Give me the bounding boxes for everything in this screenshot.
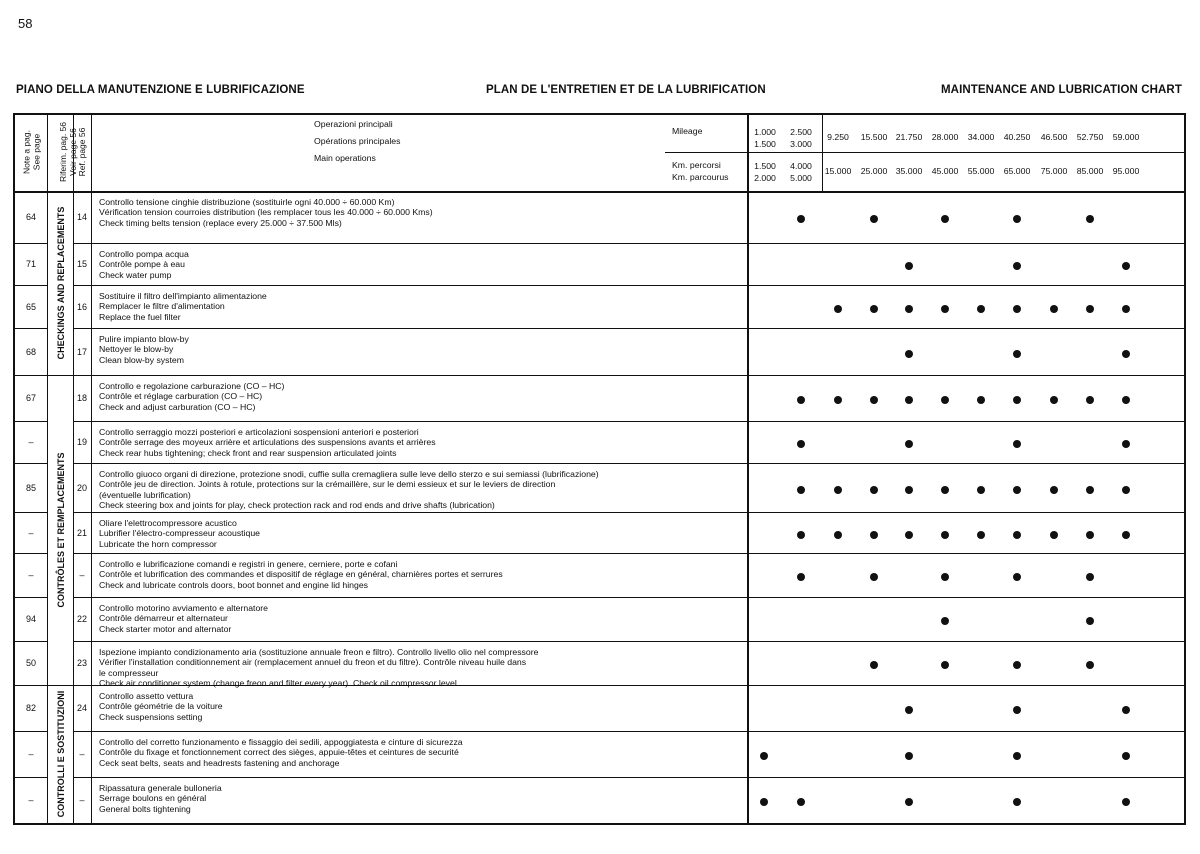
- service-mark: [1122, 486, 1130, 494]
- km-value: 75.000: [1040, 166, 1068, 176]
- km-value: 95.000: [1112, 166, 1140, 176]
- row-operation: [99, 381, 284, 412]
- operation-line: Contrôle et lubrification des commandes et dispositif de réglage en général, charnières portes et serrures: [99, 569, 503, 580]
- row-operation: [99, 334, 189, 365]
- row-rule: [13, 553, 47, 554]
- group-label: CHECKINGS AND REPLACEMENTS: [56, 206, 66, 360]
- row-ref-page: –: [79, 795, 85, 805]
- km-value: 85.000: [1076, 166, 1104, 176]
- row-rule: [13, 685, 47, 686]
- service-mark: [1086, 396, 1094, 404]
- row-operation: [99, 737, 463, 768]
- operation-line: Check and adjust carburation (CO – HC): [99, 401, 256, 412]
- service-mark: [1013, 798, 1021, 806]
- operation-line: Controllo e regolazione carburazione (CO – HC): [99, 381, 285, 391]
- group-label: CONTROLLI E SOSTITUZIONI: [56, 690, 66, 818]
- service-mark: [905, 262, 913, 270]
- service-mark: [1050, 305, 1058, 313]
- km-value: 35.000: [895, 166, 923, 176]
- operation-line: Sostituire il filtro dell'impianto alimentazione: [99, 291, 267, 301]
- service-mark: [905, 350, 913, 358]
- group-rule: [47, 375, 73, 376]
- service-mark: [905, 396, 913, 404]
- service-mark: [905, 752, 913, 760]
- row-rule: [73, 243, 1185, 244]
- row-rule: [13, 328, 47, 329]
- ops-header-line: Operazioni principali: [314, 119, 393, 129]
- service-mark: [1013, 440, 1021, 448]
- row-rule: [73, 641, 1185, 642]
- service-mark: [905, 706, 913, 714]
- operation-line: Check water pump: [99, 269, 172, 280]
- operation-line: Controllo giuoco organi di direzione, protezione snodi, cuffie sulla cremagliera sulle leve dello sterzo e sui semiassi (lubrificazione): [99, 469, 599, 479]
- operation-line: Clean blow-by system: [99, 354, 184, 365]
- row-rule: [13, 285, 47, 286]
- service-mark: [1122, 305, 1130, 313]
- row-note-page: –: [28, 437, 34, 447]
- operation-line: Check and lubricate controls doors, boot bonnet and engine lid hinges: [99, 579, 369, 590]
- operation-line: Contrôle géométrie de la voiture: [99, 701, 223, 712]
- service-mark: [1013, 661, 1021, 669]
- operation-line: Controllo serraggio mozzi posteriori e articolazioni sospensioni anteriori e posteriori: [99, 427, 419, 437]
- service-mark: [797, 573, 805, 581]
- service-mark: [1013, 305, 1021, 313]
- row-operation: [99, 291, 267, 322]
- row-rule: [73, 731, 1185, 732]
- operation-line: Check steering box and joints for play, check protection rack and rod ends and drive shafts (lubrication): [99, 500, 495, 511]
- service-mark: [977, 486, 985, 494]
- row-ref-page: 23: [76, 658, 88, 668]
- km-value: 45.000: [931, 166, 959, 176]
- row-ref-page: 22: [76, 614, 88, 624]
- service-mark: [1013, 531, 1021, 539]
- service-mark: [870, 661, 878, 669]
- km-value: 15.000: [824, 166, 852, 176]
- operation-line: Vérifier l'installation conditionnement air (remplacement annuel du freon et du filtre). Contrôle niveau huile dans: [99, 657, 527, 668]
- ref-header: Riferim. pag. 56 Voir page 56 Ref. page 56: [57, 122, 87, 182]
- row-rule: [73, 553, 1185, 554]
- operation-line: Controllo assetto vettura: [99, 691, 194, 701]
- km-label: Km. percorsi: [672, 160, 721, 170]
- km-label: Km. parcourus: [672, 172, 729, 182]
- service-mark: [797, 396, 805, 404]
- service-mark: [1050, 531, 1058, 539]
- row-ref-page: 16: [76, 301, 88, 312]
- operation-line: Pulire impianto blow-by: [99, 334, 189, 344]
- service-mark: [797, 798, 805, 806]
- operation-line: Check timing belts tension (replace every 25.000 ÷ 37.500 Mls): [99, 217, 342, 228]
- row-note-page: 68: [25, 346, 37, 357]
- marks-column-divider: [747, 113, 749, 823]
- service-mark: [1013, 350, 1021, 358]
- service-mark: [1013, 215, 1021, 223]
- row-rule: [73, 375, 1185, 376]
- service-mark: [797, 215, 805, 223]
- service-mark: [797, 531, 805, 539]
- mileage-value: 34.000: [967, 132, 995, 142]
- operation-line: Vérification tension courroies distribution (les remplacer tous les 40.000 ÷ 60.000 Kms): [99, 207, 433, 218]
- row-rule: [13, 597, 47, 598]
- mileage-value: 21.750: [895, 132, 923, 142]
- row-ref-page: 21: [76, 527, 88, 538]
- service-mark: [977, 531, 985, 539]
- row-operation: [99, 249, 189, 280]
- row-ref-page: 20: [76, 482, 88, 493]
- row-note-page: –: [28, 527, 34, 538]
- row-note-page: –: [28, 570, 34, 580]
- service-mark: [1122, 350, 1130, 358]
- service-mark: [1086, 661, 1094, 669]
- service-mark: [1086, 305, 1094, 313]
- row-operation: [99, 783, 222, 814]
- row-rule: [73, 328, 1185, 329]
- page-number: 58: [18, 16, 33, 31]
- row-operation: [99, 559, 503, 590]
- row-note-page: 65: [25, 301, 37, 312]
- service-mark: [905, 440, 913, 448]
- operation-line: Check suspensions setting: [99, 711, 203, 722]
- row-note-page: 94: [25, 614, 37, 624]
- row-rule: [13, 243, 47, 244]
- row-ref-page: 15: [76, 259, 88, 269]
- row-rule: [13, 375, 47, 376]
- row-rule: [73, 777, 1185, 778]
- operation-line: Oliare l'elettrocompressore acustico: [99, 518, 237, 528]
- row-note-page: 85: [25, 482, 37, 493]
- service-mark: [905, 531, 913, 539]
- service-mark: [1013, 486, 1021, 494]
- service-mark: [1122, 262, 1130, 270]
- operation-line: Controllo del corretto funzionamento e fissaggio dei sedili, appoggiatesta e cinture di sicurezza: [99, 737, 463, 747]
- row-ref-page: –: [79, 570, 85, 580]
- mileage-value: 46.500: [1040, 132, 1068, 142]
- ops-header-line: Opérations principales: [314, 136, 401, 146]
- mileage-value: 1.000 1.500: [754, 127, 776, 149]
- service-mark: [1086, 215, 1094, 223]
- service-mark: [977, 396, 985, 404]
- operation-line: Serrage boulons en général: [99, 793, 207, 804]
- operation-line: Replace the fuel filter: [99, 311, 181, 322]
- service-mark: [1013, 706, 1021, 714]
- title-english: MAINTENANCE AND LUBRICATION CHART: [941, 84, 1182, 96]
- service-mark: [870, 305, 878, 313]
- operation-line: Contrôle démarreur et alternateur: [99, 613, 228, 624]
- service-mark: [1013, 573, 1021, 581]
- service-mark: [1086, 486, 1094, 494]
- mileage-value: 2.500 3.000: [790, 127, 812, 149]
- operation-line: Contrôle serrage des moyeux arrière et articulations des suspensions avants et arrières: [99, 437, 436, 448]
- row-rule: [13, 641, 47, 642]
- service-mark: [1122, 440, 1130, 448]
- operation-line: Contrôle du fixage et fonctionnement correct des sièges, appuie-têtes et ceintures de securité: [99, 747, 459, 758]
- row-rule: [13, 463, 47, 464]
- service-mark: [834, 396, 842, 404]
- service-mark: [941, 617, 949, 625]
- row-rule: [73, 421, 1185, 422]
- service-mark: [870, 531, 878, 539]
- service-mark: [834, 305, 842, 313]
- service-mark: [977, 305, 985, 313]
- operation-line: Contrôle et réglage carburation (CO – HC): [99, 391, 263, 402]
- row-ref-page: –: [79, 749, 85, 759]
- service-mark: [941, 573, 949, 581]
- service-mark: [1050, 486, 1058, 494]
- row-operation: [99, 603, 268, 634]
- service-mark: [870, 396, 878, 404]
- service-mark: [905, 486, 913, 494]
- mileage-value: 52.750: [1076, 132, 1104, 142]
- operation-line: Controllo e lubrificazione comandi e registri in genere, cerniere, porte e cofani: [99, 559, 398, 569]
- ref-column-divider: [73, 113, 74, 823]
- row-ref-page: 24: [76, 703, 88, 713]
- row-note-page: –: [28, 795, 34, 805]
- operation-line: Controllo pompa acqua: [99, 249, 189, 259]
- row-rule: [73, 512, 1185, 513]
- row-operation: [99, 691, 223, 722]
- service-mark: [797, 440, 805, 448]
- row-operation: [99, 197, 433, 228]
- service-mark: [1122, 798, 1130, 806]
- service-mark: [905, 305, 913, 313]
- service-mark: [1086, 573, 1094, 581]
- service-mark: [870, 215, 878, 223]
- note-column-divider: [47, 113, 48, 823]
- mileage-label: Mileage: [672, 126, 703, 136]
- operation-line: (éventuelle lubrification): [99, 489, 191, 500]
- operation-line: Controllo motorino avviamento e alternatore: [99, 603, 269, 613]
- service-mark: [1122, 706, 1130, 714]
- km-value: 4.000 5.000: [790, 161, 812, 183]
- mileage-value: 28.000: [931, 132, 959, 142]
- service-mark: [834, 486, 842, 494]
- operation-line: Nettoyer le blow-by: [99, 344, 174, 355]
- service-mark: [1013, 396, 1021, 404]
- service-mark: [1013, 752, 1021, 760]
- km-value: 25.000: [860, 166, 888, 176]
- km-value: 1.500 2.000: [754, 161, 776, 183]
- service-mark: [1086, 617, 1094, 625]
- row-rule: [73, 597, 1185, 598]
- km-value: 55.000: [967, 166, 995, 176]
- row-ref-page: 18: [76, 393, 88, 403]
- row-ref-page: 14: [76, 212, 88, 222]
- service-mark: [760, 798, 768, 806]
- operation-line: Ceck seat belts, seats and headrests fastening and anchorage: [99, 757, 340, 768]
- group-label: CONTRÔLES ET REMPLACEMENTS: [56, 452, 66, 608]
- title-french: PLAN DE L'ENTRETIEN ET DE LA LUBRIFICATION: [486, 84, 766, 96]
- row-rule: [73, 285, 1185, 286]
- service-mark: [941, 396, 949, 404]
- service-mark: [941, 215, 949, 223]
- operation-line: Ispezione impianto condizionamento aria (sostituzione annuale freon e filtro). Controllo livello olio nel compressore: [99, 647, 539, 657]
- service-mark: [1122, 396, 1130, 404]
- mileage-value: 40.250: [1003, 132, 1031, 142]
- header-divider: [13, 191, 1185, 193]
- km-value: 65.000: [1003, 166, 1031, 176]
- row-rule: [13, 731, 47, 732]
- service-mark: [1122, 531, 1130, 539]
- row-rule: [13, 421, 47, 422]
- mileage-km-divider: [665, 152, 1185, 153]
- row-ref-page: 19: [76, 437, 88, 447]
- note-header: Note a pag. See page: [21, 130, 41, 174]
- row-operation: [99, 427, 436, 458]
- mileage-value: 9.250: [827, 132, 849, 142]
- row-operation: [99, 647, 538, 689]
- row-rule: [73, 463, 1185, 464]
- operation-line: Controllo tensione cinghie distribuzione (sostituirle ogni 40.000 ÷ 60.000 Km): [99, 197, 395, 207]
- operation-line: Check starter motor and alternator: [99, 623, 232, 634]
- service-mark: [1050, 396, 1058, 404]
- service-mark: [834, 531, 842, 539]
- operation-line: Ripassatura generale bulloneria: [99, 783, 222, 793]
- operation-line: le compresseur: [99, 667, 159, 678]
- table-right-border: [1184, 113, 1186, 825]
- operation-line: Contrôle jeu de direction. Joints à rotule, protections sur la crémaillère, sur le demi essieux et sur le leviers de direction: [99, 479, 556, 490]
- service-mark: [941, 486, 949, 494]
- row-ref-page: 17: [76, 346, 88, 357]
- row-note-page: 50: [25, 658, 37, 668]
- table-left-border: [13, 113, 15, 825]
- operation-line: Lubrifier l'électro-compresseur acoustique: [99, 528, 261, 539]
- row-note-page: 64: [25, 212, 37, 222]
- title-italian: PIANO DELLA MANUTENZIONE E LUBRIFICAZIONE: [16, 84, 305, 96]
- operation-line: Remplacer le filtre d'alimentation: [99, 301, 225, 312]
- table-top-border: [13, 113, 1185, 115]
- operation-line: Check air conditioner system (change freon and filter every year). Check oil compressor level: [99, 678, 457, 689]
- operation-line: Contrôle pompe à eau: [99, 259, 185, 270]
- service-mark: [1086, 531, 1094, 539]
- mileage-value: 59.000: [1112, 132, 1140, 142]
- service-mark: [1122, 752, 1130, 760]
- row-operation: [99, 469, 599, 511]
- group-rule: [47, 685, 73, 686]
- service-mark: [941, 531, 949, 539]
- service-mark: [905, 798, 913, 806]
- service-mark: [1013, 262, 1021, 270]
- service-mark: [941, 661, 949, 669]
- operation-line: General bolts tightening: [99, 803, 191, 814]
- row-rule: [13, 777, 47, 778]
- row-note-page: 71: [25, 259, 37, 269]
- service-mark: [870, 573, 878, 581]
- service-mark: [797, 486, 805, 494]
- ops-header-line: Main operations: [314, 153, 376, 163]
- service-mark: [760, 752, 768, 760]
- mileage-value: 15.500: [860, 132, 888, 142]
- row-rule: [13, 512, 47, 513]
- row-note-page: 82: [25, 703, 37, 713]
- row-operation: [99, 518, 260, 549]
- service-mark: [941, 305, 949, 313]
- row-note-page: 67: [25, 393, 37, 403]
- ops-column-divider: [91, 113, 92, 823]
- operation-line: Lubricate the horn compressor: [99, 538, 217, 549]
- row-note-page: –: [28, 749, 34, 759]
- service-mark: [870, 486, 878, 494]
- operation-line: Check rear hubs tightening; check front and rear suspension articulated joints: [99, 447, 397, 458]
- table-bottom-border: [13, 823, 1185, 825]
